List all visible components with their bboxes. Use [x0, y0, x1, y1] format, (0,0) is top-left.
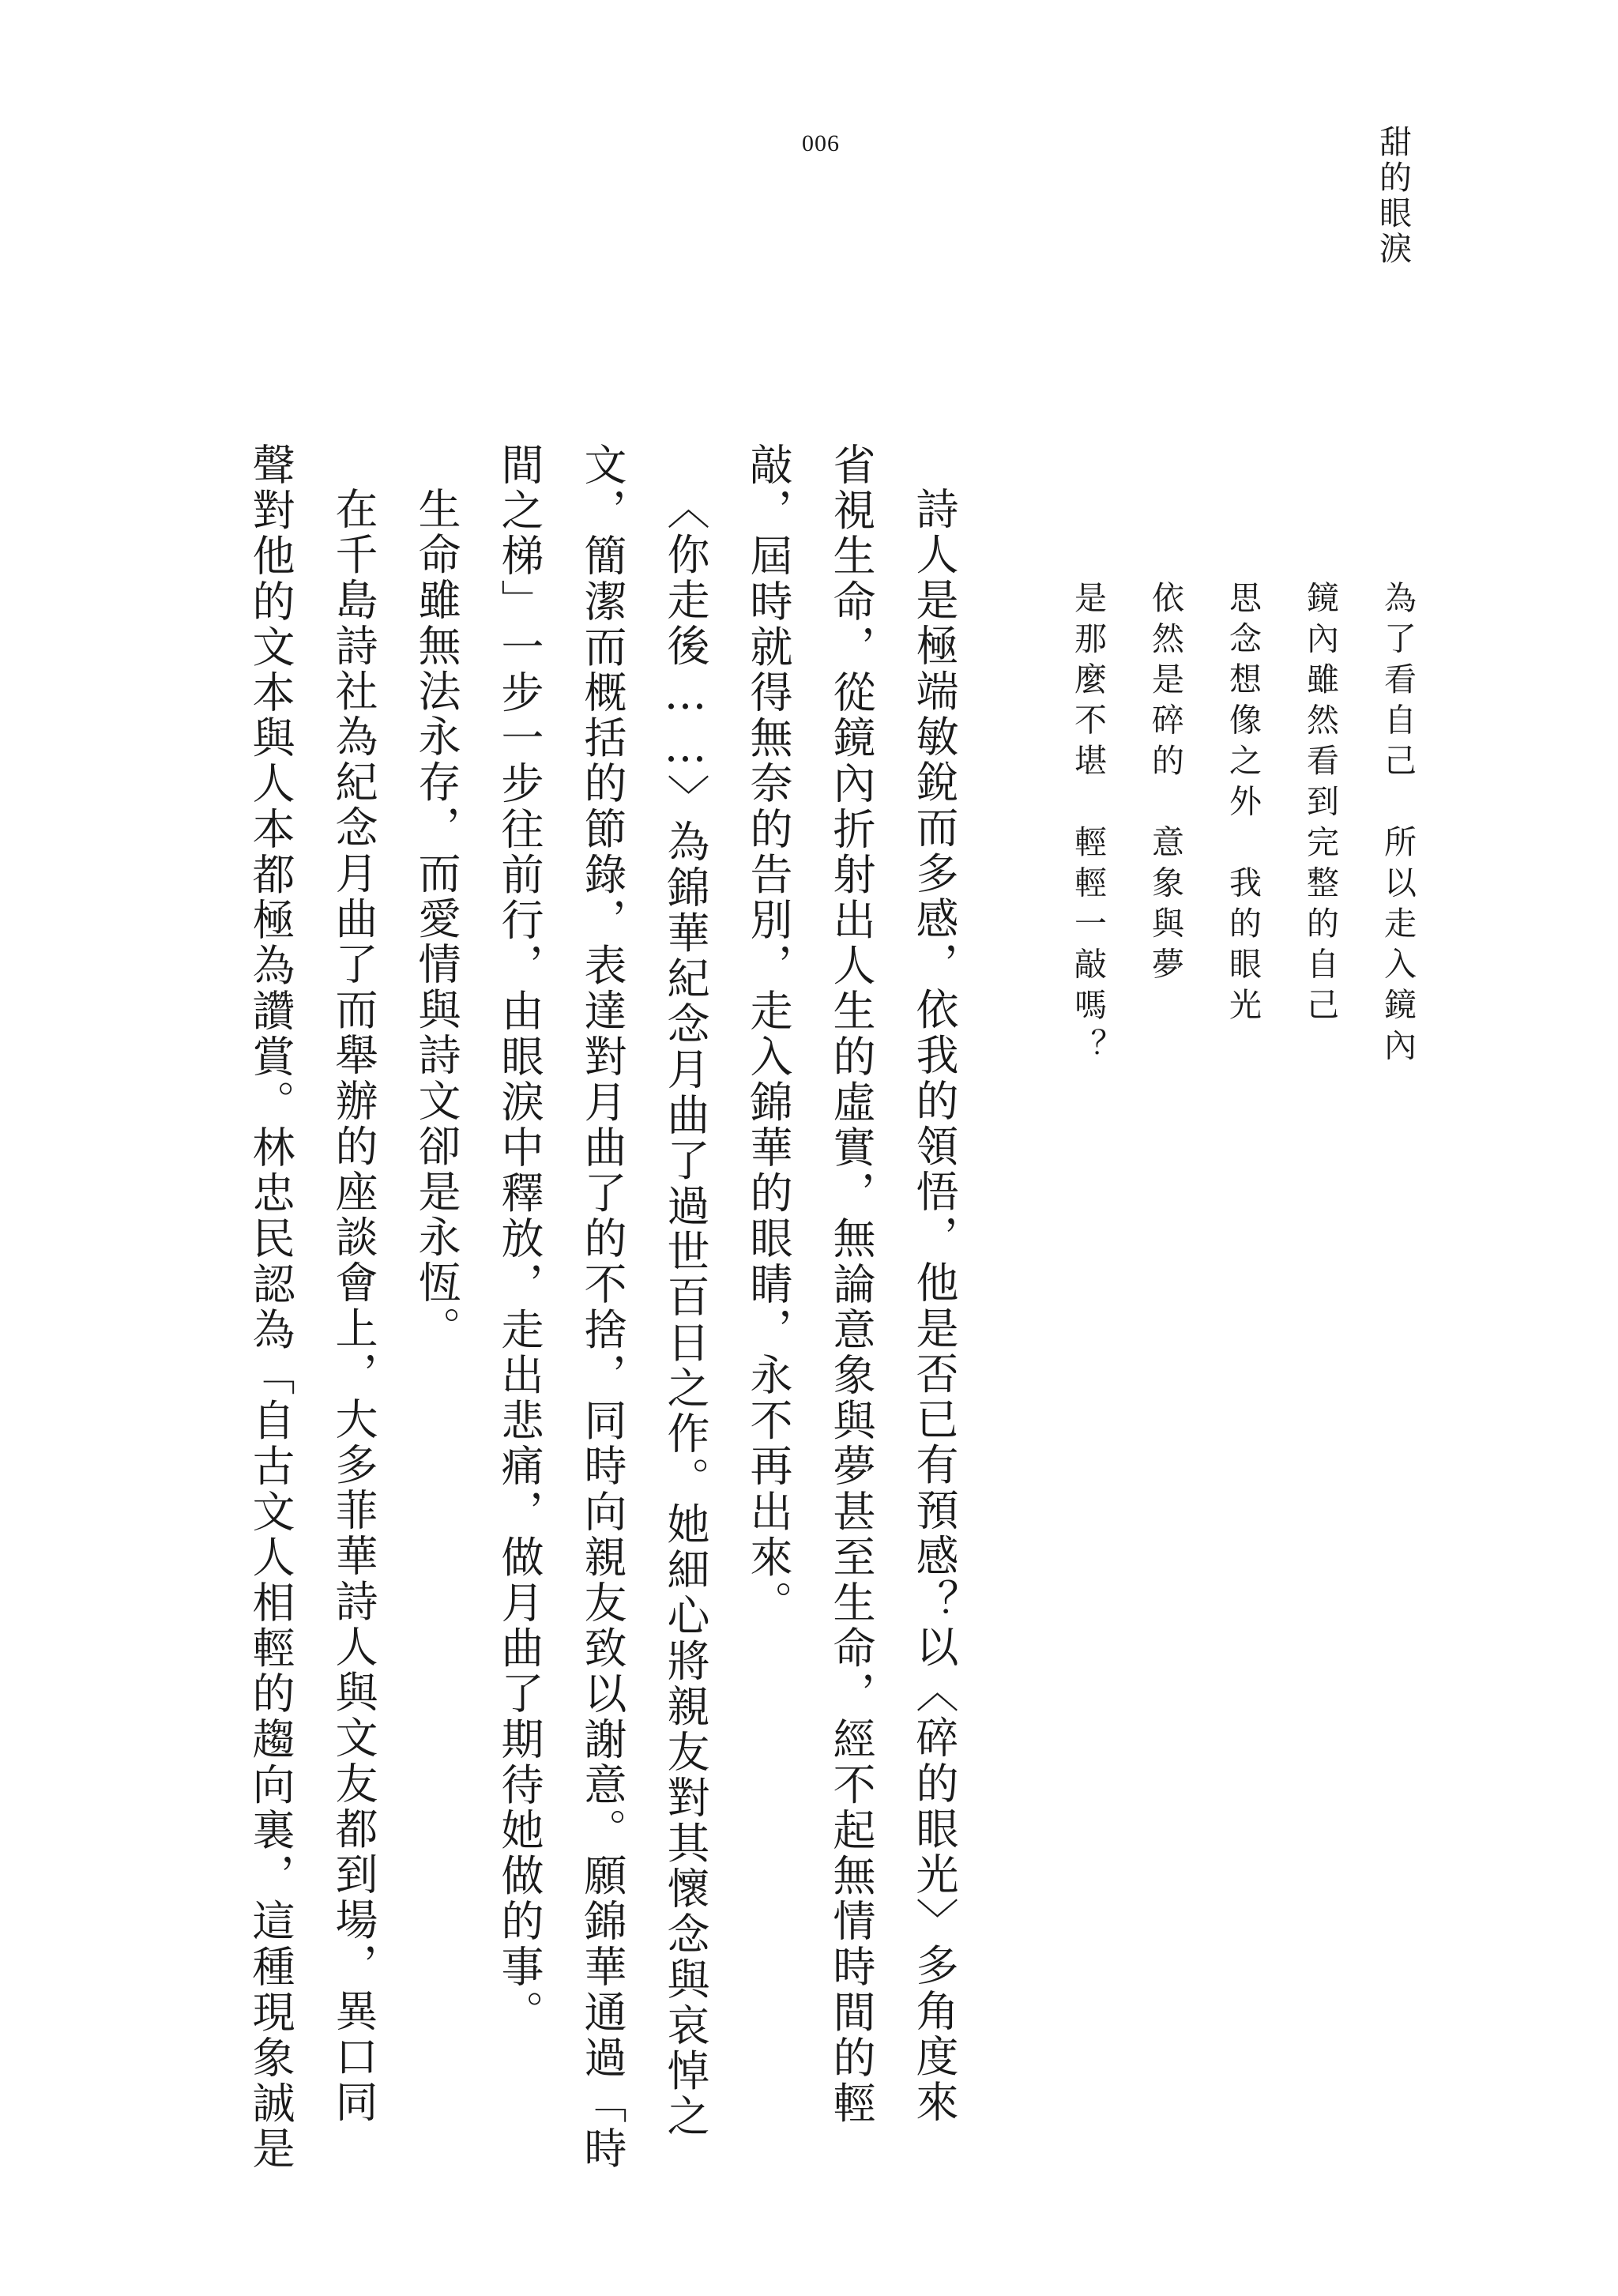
paragraph-line: 在千島詩社為紀念月曲了而舉辦的座談會上，大多菲華詩人與文友都到場，異口同: [329, 487, 378, 2125]
page-number: 006: [802, 130, 840, 156]
poem-line: 鏡內雖然看到完整的自己: [1301, 581, 1339, 1029]
paragraph-line: 生命雖無法永存，而愛情與詩文卻是永恆。: [412, 487, 461, 1352]
paragraph-line: 聲對他的文本與人本都極為讚賞。林忠民認為「自古文人相輕的趨向裏，這種現象誠是: [246, 442, 295, 2172]
poem-line: 是那麼不堪 輕輕一敲嗎？: [1069, 581, 1107, 1069]
paragraph-line: 文，簡潔而概括的節錄，表達對月曲了的不捨，同時向親友致以謝意。願錦華通過「時: [578, 442, 627, 2172]
paragraph-line: 〈你走後……〉為錦華紀念月曲了過世百日之作。她細心將親友對其懷念與哀悼之: [660, 487, 710, 2140]
poem-line: 依然是碎的 意象與夢: [1146, 581, 1184, 988]
poem-line: 為了看自己 所以走入鏡內: [1379, 581, 1417, 1069]
paragraph-line: 省視生命，從鏡內折射出人生的虛實，無論意象與夢甚至生命，經不起無情時間的輕: [826, 442, 876, 2127]
poem-line: 思念想像之外 我的眼光: [1224, 581, 1262, 1029]
running-title: 甜的眼淚: [1374, 125, 1412, 267]
paragraph-line: 敲，屆時就得無奈的告別，走入錦華的眼睛，永不再出來。: [743, 442, 793, 1626]
paragraph-line: 詩人是極端敏銳而多感，依我的領悟，他是否已有預感？以〈碎的眼光〉多角度來: [909, 487, 959, 2125]
paragraph-line: 間之梯」一步一步往前行，由眼淚中釋放，走出悲痛，做月曲了期待她做的事。: [495, 442, 544, 2035]
